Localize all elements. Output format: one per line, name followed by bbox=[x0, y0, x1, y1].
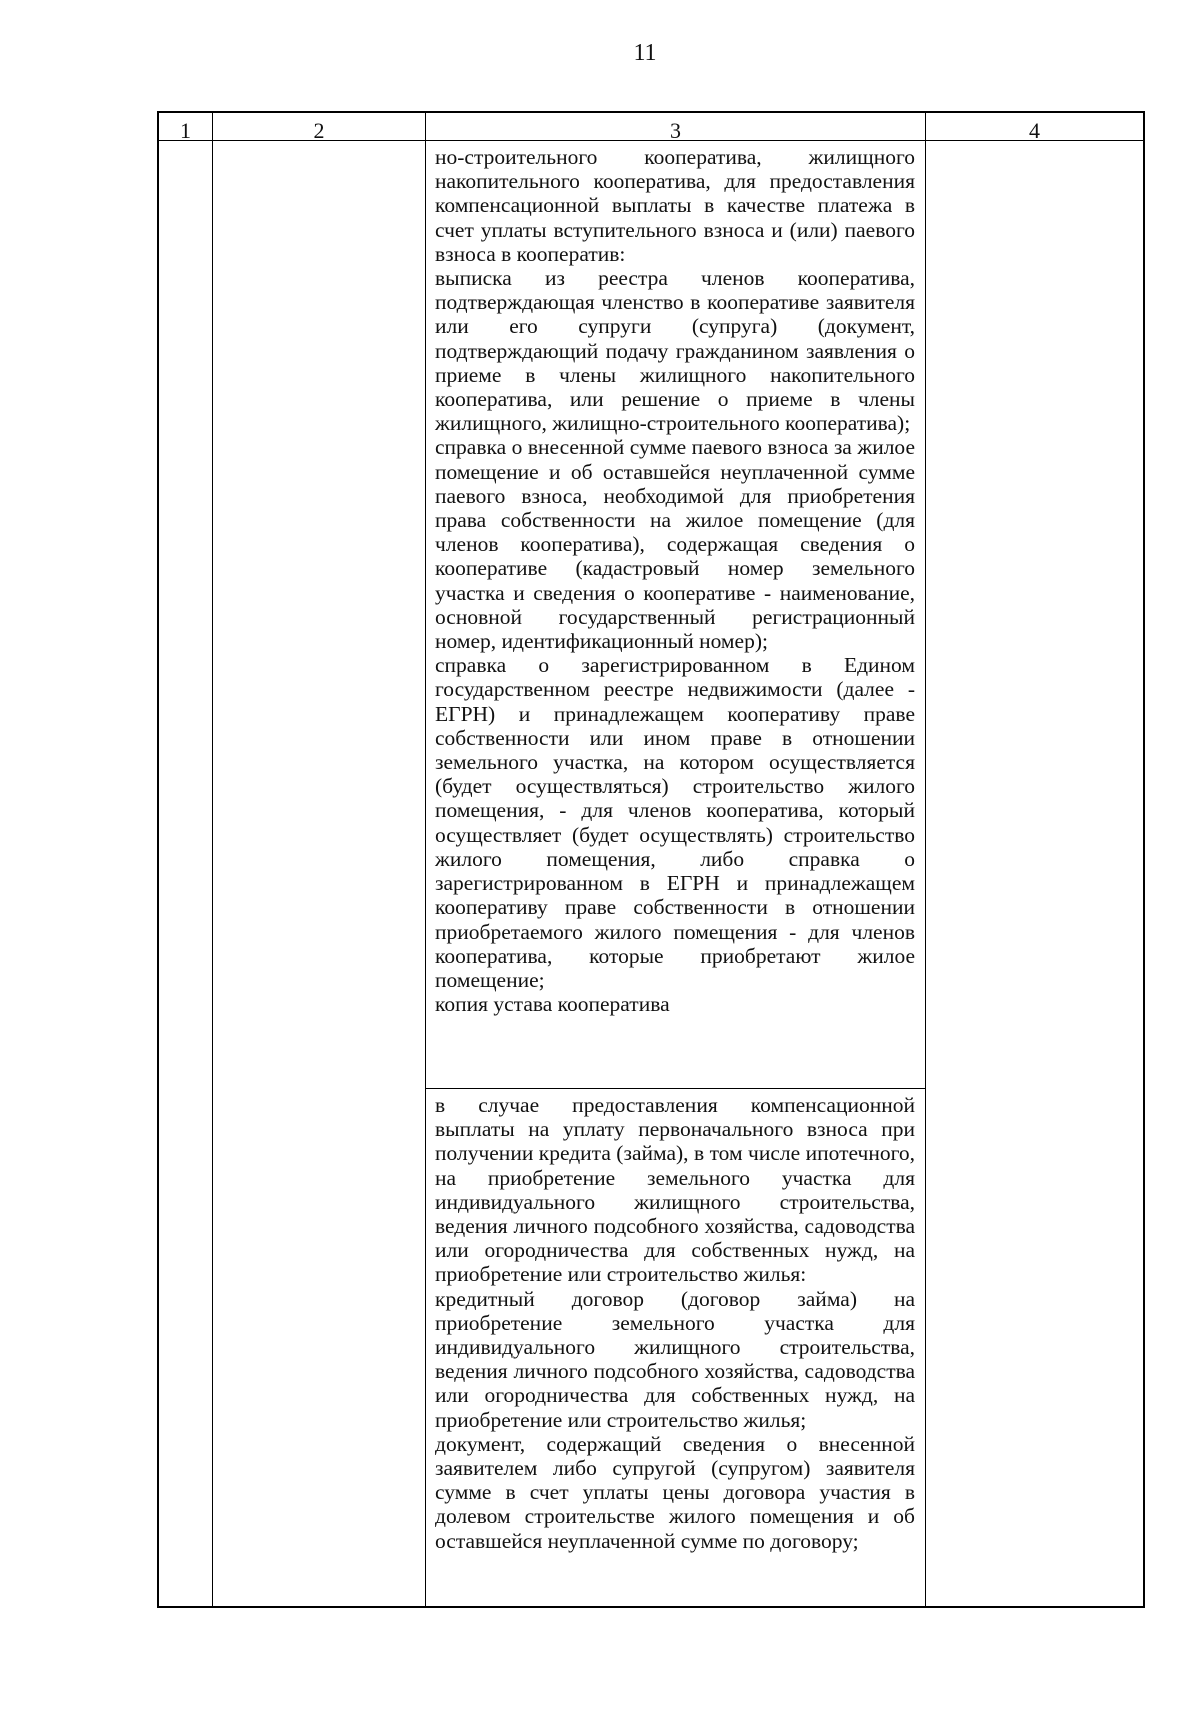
paragraph: документ, содержащий сведения о внесенной заявителем либо супругой (супругом) заявителя сумме в счет уплаты цены договора участия в долевом строительстве жилого помещения и об оставшейся неуплаченной сумме по договору; bbox=[435, 1431, 915, 1553]
paragraph: кредитный договор (договор займа) на приобретение земельного участка для индивидуального жилищного строительства, ведения личного подсобного хозяйства, садоводства или огородничества для собственных нужд, на приобретение или строительство жилья; bbox=[435, 1286, 915, 1432]
col-border-3-4 bbox=[925, 111, 926, 1608]
paragraph: в случае предоставления компенсационной выплаты на уплату первоначального взноса при получении кредита (займа), в том числе ипотечного, на приобретение земельного участка для индивидуального жилищного строительства, ведения личного подсобного хозяйства, садоводства или огородничества для собственных нужд, на приобретение или строительство жилья: bbox=[435, 1093, 915, 1287]
col-header-1: 1 bbox=[180, 118, 191, 143]
row-divider bbox=[425, 1088, 925, 1089]
row1-col3-cell bbox=[435, 145, 915, 1016]
col-header-3: 3 bbox=[670, 118, 681, 143]
paragraph: но-строительного кооператива, жилищного накопительного кооператива, для предоставления компенсационной выплаты в качестве платежа в счет уплаты вступительного взноса и (или) паевого взноса в кооператив: bbox=[435, 145, 915, 266]
col-header-4: 4 bbox=[1029, 118, 1040, 143]
paragraph: выписка из реестра членов кооператива, подтверждающая членство в кооперативе заявителя или его супруги (супруга) (документ, подтверждающий подачу гражданином заявления о приеме в члены жилищного накопительного кооператива, или решение о приеме в члены жилищного, жилищно-строительного кооператива); bbox=[435, 266, 915, 436]
col-border-right bbox=[1143, 111, 1145, 1608]
paragraph: справка о зарегистрированном в Едином государственном реестре недвижимости (далее - ЕГРН) и принадлежащем кооперативу праве собственности или ином праве в отношении земельного участка, на котором осуществляется (будет осуществляться) строительство жилого помещения, - для членов кооператива, который осуществляет (будет осуществлять) строительство жилого помещения, либо справка о зарегистрированном в ЕГРН и принадлежащем кооперативу праве собственности в отношении приобретаемого жилого помещения - для членов кооператива, которые приобретают жилое помещение; bbox=[435, 653, 915, 992]
row2-col3-cell bbox=[435, 1093, 915, 1553]
table-top-border bbox=[157, 111, 1145, 113]
paragraph: справка о внесенной сумме паевого взноса за жилое помещение и об оставшейся неуплаченной сумме паевого взноса, необходимой для приобретения права собственности на жилое помещение (для членов кооператива), содержащая сведения о кооперативе (кадастровый номер земельного участка и сведения о кооперативе - наименование, основной государственный регистрационный номер, идентификационный номер); bbox=[435, 435, 915, 654]
col-border-1-2 bbox=[212, 111, 213, 1608]
table-bottom-border bbox=[157, 1606, 1145, 1608]
col-border-left bbox=[157, 111, 159, 1608]
col-border-2-3 bbox=[425, 111, 426, 1608]
paragraph: копия устава кооператива bbox=[435, 992, 670, 1017]
page-number: 11 bbox=[633, 40, 657, 66]
col-header-2: 2 bbox=[313, 118, 325, 143]
